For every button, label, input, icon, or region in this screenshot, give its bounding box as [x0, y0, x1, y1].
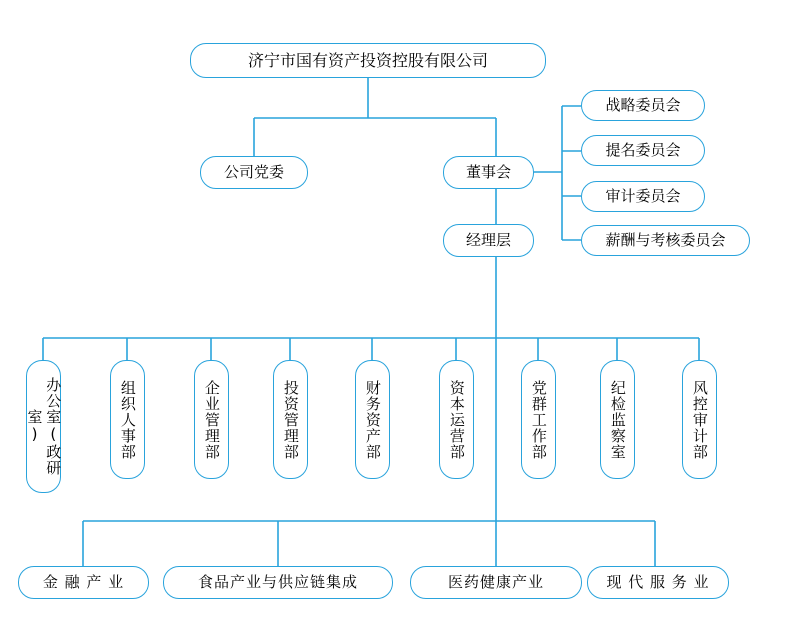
node-label: 食品产业与供应链集成: [197, 573, 358, 592]
node-label: 纪检监察室: [608, 379, 627, 460]
node-label: 投资管理部: [281, 379, 300, 460]
node-dept-office[interactable]: [26, 360, 61, 493]
node-root[interactable]: [190, 43, 546, 78]
node-label: 济宁市国有资产投资控股有限公司: [247, 50, 488, 70]
node-board-of-directors[interactable]: [443, 156, 534, 189]
node-industry-food-supply-chain[interactable]: [163, 566, 393, 599]
node-committee-nomination[interactable]: [581, 135, 705, 166]
node-dept-party-mass-work[interactable]: [521, 360, 556, 479]
node-dept-enterprise-management[interactable]: [194, 360, 229, 479]
node-dept-investment-management[interactable]: [273, 360, 308, 479]
node-committee-remuneration[interactable]: [581, 225, 750, 256]
node-label: 金 融 产 业: [42, 573, 125, 592]
node-label: 企业管理部: [202, 379, 221, 460]
node-label: 办公室(政研室): [25, 377, 63, 476]
node-label: 提名委员会: [605, 141, 681, 160]
node-industry-modern-services[interactable]: [587, 566, 729, 599]
node-dept-organization-personnel[interactable]: [110, 360, 145, 479]
node-label: 董事会: [465, 163, 511, 182]
node-label: 风控审计部: [690, 379, 709, 460]
node-label: 党群工作部: [529, 379, 548, 460]
node-dept-risk-control-audit[interactable]: [682, 360, 717, 479]
node-dept-discipline-inspection[interactable]: [600, 360, 635, 479]
node-party-committee[interactable]: [200, 156, 308, 189]
node-label: 薪酬与考核委员会: [605, 231, 726, 250]
node-committee-audit[interactable]: [581, 181, 705, 212]
node-label: 财务资产部: [363, 379, 382, 460]
node-label: 审计委员会: [605, 187, 681, 206]
node-label: 战略委员会: [605, 96, 681, 115]
node-label: 现 代 服 务 业: [606, 573, 710, 592]
node-industry-pharma-health[interactable]: [410, 566, 582, 599]
node-label: 组织人事部: [118, 379, 137, 460]
node-dept-finance-assets[interactable]: [355, 360, 390, 479]
node-label: 医药健康产业: [447, 573, 544, 592]
node-label: 资本运营部: [447, 379, 466, 460]
node-dept-capital-operation[interactable]: [439, 360, 474, 479]
node-label: 公司党委: [223, 163, 284, 182]
node-industry-finance[interactable]: [18, 566, 149, 599]
node-committee-strategy[interactable]: [581, 90, 705, 121]
node-label: 经理层: [465, 231, 511, 250]
node-management[interactable]: [443, 224, 534, 257]
